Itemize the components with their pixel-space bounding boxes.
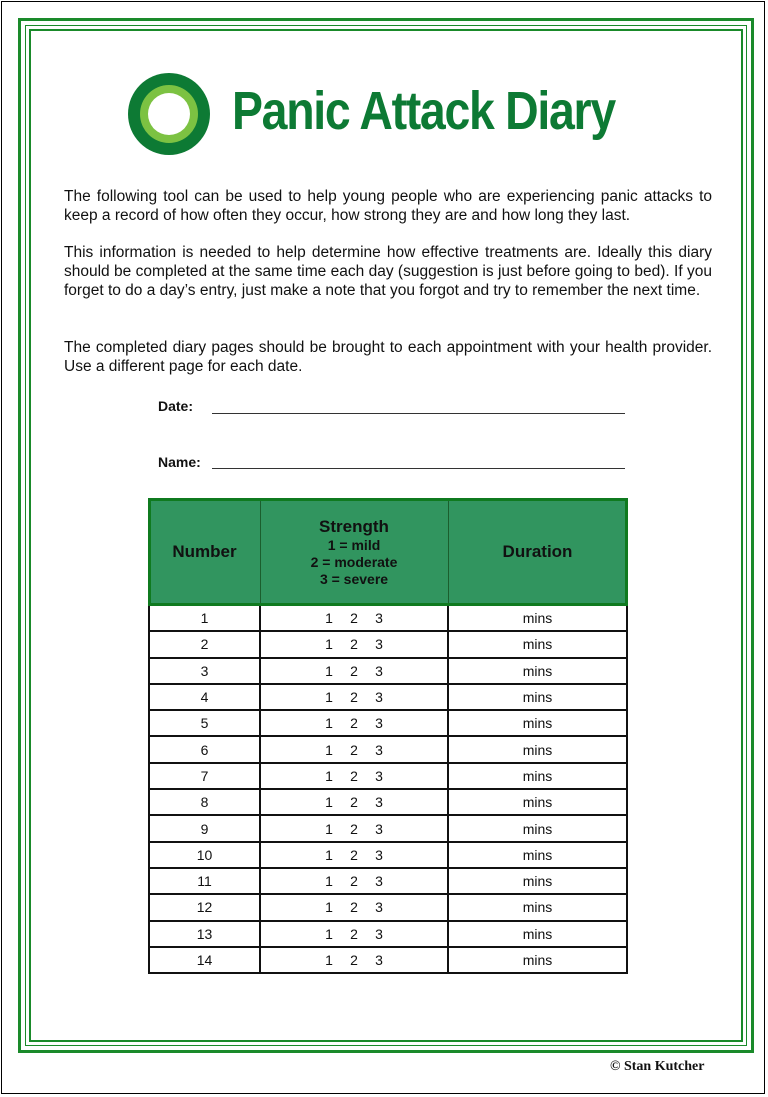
duration-cell[interactable]: mins <box>448 894 627 920</box>
diary-table <box>148 498 628 974</box>
strength-option-3[interactable]: 3 <box>375 662 383 679</box>
strength-option-3[interactable]: 3 <box>375 899 383 916</box>
strength-option-3[interactable]: 3 <box>375 715 383 732</box>
strength-option-3[interactable]: 3 <box>375 846 383 863</box>
row-number: 6 <box>149 736 260 762</box>
strength-option-1[interactable]: 1 <box>325 794 333 811</box>
duration-cell[interactable]: mins <box>448 736 627 762</box>
strength-option-2[interactable]: 2 <box>350 899 358 916</box>
table-row <box>149 868 627 894</box>
intro-paragraph-2: This information is needed to help determine how effective treatments are. Ideally this diary should be completed at the same time each day (suggestion is just before going to bed). If you forget to do a day’s entry, just make a note that you forgot and try to remember the next time. <box>64 244 712 299</box>
duration-cell[interactable]: mins <box>448 631 627 657</box>
strength-option-3[interactable]: 3 <box>375 636 383 653</box>
strength-option-2[interactable]: 2 <box>350 689 358 706</box>
strength-scale-1: 1 = mild <box>327 536 381 553</box>
table-row <box>149 736 627 762</box>
strength-option-2[interactable]: 2 <box>350 662 358 679</box>
row-number: 3 <box>149 658 260 684</box>
strength-cell[interactable] <box>260 605 448 631</box>
name-field-line[interactable] <box>212 468 625 469</box>
strength-option-2[interactable]: 2 <box>350 794 358 811</box>
table-row <box>149 658 627 684</box>
row-number: 13 <box>149 921 260 947</box>
duration-cell[interactable]: mins <box>448 868 627 894</box>
page-title: Panic Attack Diary <box>232 81 615 141</box>
strength-option-1[interactable]: 1 <box>325 846 333 863</box>
strength-option-1[interactable]: 1 <box>325 899 333 916</box>
table-row <box>149 842 627 868</box>
strength-scale-3: 3 = severe <box>319 570 389 587</box>
strength-option-2[interactable]: 2 <box>350 767 358 784</box>
strength-cell[interactable] <box>260 868 448 894</box>
strength-cell[interactable] <box>260 894 448 920</box>
intro-paragraph-1: The following tool can be used to help young people who are experiencing panic attacks to keep a record of how often they occur, how strong they are and how long they last. <box>64 188 712 224</box>
date-label: Date: <box>158 398 194 414</box>
strength-cell[interactable] <box>260 947 448 973</box>
duration-cell[interactable]: mins <box>448 710 627 736</box>
row-number: 14 <box>149 947 260 973</box>
strength-option-2[interactable]: 2 <box>350 873 358 890</box>
strength-option-1[interactable]: 1 <box>325 610 333 627</box>
row-number: 4 <box>149 684 260 710</box>
strength-option-2[interactable]: 2 <box>350 952 358 968</box>
strength-option-1[interactable]: 1 <box>325 662 333 679</box>
strength-option-2[interactable]: 2 <box>350 846 358 863</box>
strength-option-3[interactable]: 3 <box>375 689 383 706</box>
strength-option-1[interactable]: 1 <box>325 925 333 942</box>
strength-option-2[interactable]: 2 <box>350 715 358 732</box>
strength-option-1[interactable]: 1 <box>325 767 333 784</box>
strength-option-2[interactable]: 2 <box>350 820 358 837</box>
strength-cell[interactable] <box>260 763 448 789</box>
table-row <box>149 763 627 789</box>
table-row <box>149 947 627 973</box>
row-number: 8 <box>149 789 260 815</box>
strength-option-2[interactable]: 2 <box>350 636 358 653</box>
strength-cell[interactable] <box>260 842 448 868</box>
header-strength: Strength 1 = mild 2 = moderate 3 = severe <box>260 499 448 606</box>
strength-option-3[interactable]: 3 <box>375 820 383 837</box>
strength-cell[interactable] <box>260 789 448 815</box>
row-number: 5 <box>149 710 260 736</box>
intro-paragraph-3: The completed diary pages should be brought to each appointment with your health provider. Use a different page for each date. <box>64 339 712 375</box>
row-number: 2 <box>149 631 260 657</box>
row-number: 9 <box>149 815 260 841</box>
strength-option-3[interactable]: 3 <box>375 741 383 758</box>
strength-option-2[interactable]: 2 <box>350 741 358 758</box>
strength-option-1[interactable]: 1 <box>325 873 333 890</box>
duration-cell[interactable]: mins <box>448 921 627 947</box>
duration-cell[interactable]: mins <box>448 947 627 973</box>
table-row <box>149 631 627 657</box>
strength-option-1[interactable]: 1 <box>325 715 333 732</box>
strength-option-3[interactable]: 3 <box>375 952 383 968</box>
strength-scale-2: 2 = moderate <box>310 553 398 570</box>
strength-cell[interactable] <box>260 710 448 736</box>
strength-option-2[interactable]: 2 <box>350 610 358 627</box>
date-field-line[interactable] <box>212 413 625 414</box>
table-row <box>149 815 627 841</box>
strength-option-3[interactable]: 3 <box>375 794 383 811</box>
table-row <box>149 684 627 710</box>
strength-option-2[interactable]: 2 <box>350 925 358 942</box>
strength-cell[interactable] <box>260 658 448 684</box>
table-row <box>149 789 627 815</box>
strength-cell[interactable] <box>260 815 448 841</box>
row-number: 7 <box>149 763 260 789</box>
diary-header-row <box>149 499 627 606</box>
strength-option-3[interactable]: 3 <box>375 767 383 784</box>
table-row <box>149 894 627 920</box>
strength-cell[interactable] <box>260 684 448 710</box>
duration-cell[interactable]: mins <box>448 763 627 789</box>
duration-cell[interactable]: mins <box>448 658 627 684</box>
table-row <box>149 605 627 631</box>
name-label: Name: <box>158 454 201 470</box>
strength-option-1[interactable]: 1 <box>325 689 333 706</box>
duration-cell[interactable]: mins <box>448 842 627 868</box>
strength-option-1[interactable]: 1 <box>325 636 333 653</box>
strength-option-3[interactable]: 3 <box>375 610 383 627</box>
ring-logo-icon <box>128 73 210 155</box>
row-number: 11 <box>149 868 260 894</box>
row-number: 10 <box>149 842 260 868</box>
duration-cell[interactable]: mins <box>448 605 627 631</box>
table-row <box>149 921 627 947</box>
strength-option-1[interactable]: 1 <box>325 952 333 968</box>
strength-option-3[interactable]: 3 <box>375 925 383 942</box>
duration-cell[interactable]: mins <box>448 789 627 815</box>
header-number: Number <box>149 499 260 606</box>
strength-option-1[interactable]: 1 <box>325 820 333 837</box>
copyright-notice: © Stan Kutcher <box>610 1059 705 1074</box>
strength-cell[interactable] <box>260 736 448 762</box>
strength-cell[interactable] <box>260 921 448 947</box>
strength-option-3[interactable]: 3 <box>375 873 383 890</box>
row-number: 1 <box>149 605 260 631</box>
duration-cell[interactable]: mins <box>448 684 627 710</box>
duration-cell[interactable]: mins <box>448 815 627 841</box>
header-duration: Duration <box>448 499 627 606</box>
table-row <box>149 710 627 736</box>
row-number: 12 <box>149 894 260 920</box>
strength-option-1[interactable]: 1 <box>325 741 333 758</box>
strength-cell[interactable] <box>260 631 448 657</box>
